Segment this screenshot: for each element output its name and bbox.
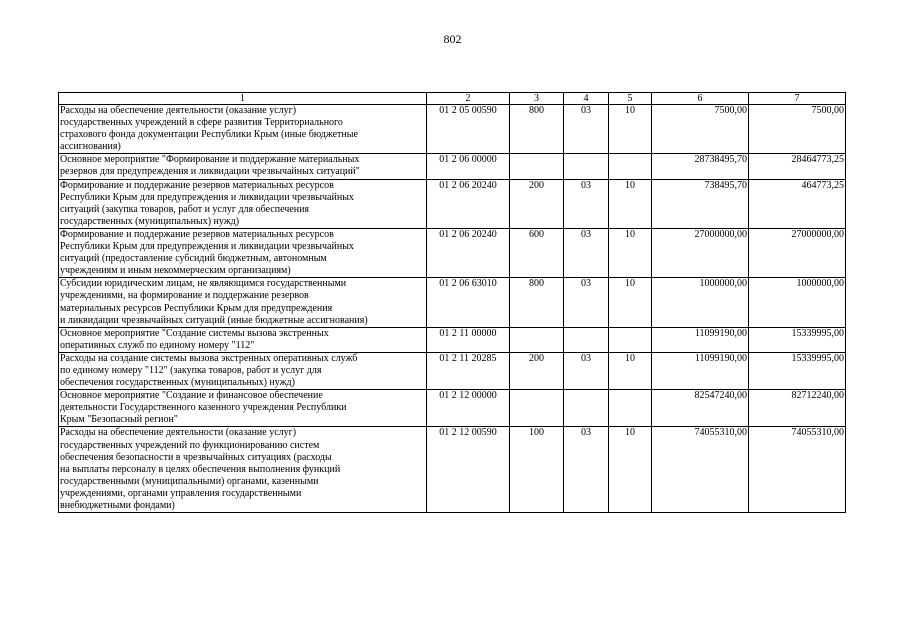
expense-type-code bbox=[510, 154, 564, 179]
table-row bbox=[59, 352, 846, 389]
column-header: 3 bbox=[510, 93, 564, 105]
amount-col-6: 82547240,00 bbox=[652, 390, 749, 427]
description-line: Расходы на обеспечение деятельности (оказание услуг) bbox=[60, 427, 297, 439]
description-line: на выплаты персоналу в целях обеспечения выполнения функций bbox=[60, 463, 341, 475]
description-line: страхового фонда документации Республики Крым (иные бюджетные bbox=[60, 129, 358, 141]
section-code: 03 bbox=[564, 278, 609, 327]
table-row bbox=[59, 179, 846, 228]
amount-col-7: 464773,25 bbox=[749, 179, 846, 228]
description-line: Крым "Безопасный регион" bbox=[60, 414, 178, 426]
section-code bbox=[564, 154, 609, 179]
amount-col-6: 7500,00 bbox=[652, 105, 749, 154]
description-line: государственных (муниципальных) нужд) bbox=[60, 215, 240, 227]
expense-type-code bbox=[510, 390, 564, 427]
table-body bbox=[59, 105, 846, 513]
row-description bbox=[59, 327, 427, 352]
amount-col-6: 28738495,70 bbox=[652, 154, 749, 179]
row-description bbox=[59, 105, 427, 154]
section-code bbox=[564, 390, 609, 427]
subsection-code bbox=[609, 327, 652, 352]
description-line: Субсидии юридическим лицам, не являющимся государственными bbox=[60, 278, 347, 290]
budget-classification-code: 01 2 11 00000 bbox=[427, 327, 510, 352]
table-row bbox=[59, 105, 846, 154]
table-row bbox=[59, 278, 846, 327]
description-line: Формирование и поддержание резервов материальных ресурсов bbox=[60, 228, 334, 240]
section-code bbox=[564, 327, 609, 352]
amount-col-7: 7500,00 bbox=[749, 105, 846, 154]
amount-col-7: 15339995,00 bbox=[749, 327, 846, 352]
budget-classification-code: 01 2 06 20240 bbox=[427, 228, 510, 277]
description-line: государственных учреждений по функционированию систем bbox=[60, 439, 320, 451]
section-code: 03 bbox=[564, 352, 609, 389]
budget-table bbox=[58, 92, 846, 513]
description-line: Основное мероприятие "Создание системы вызова экстренных bbox=[60, 327, 329, 339]
column-header: 2 bbox=[427, 93, 510, 105]
section-code: 03 bbox=[564, 228, 609, 277]
budget-classification-code: 01 2 11 20285 bbox=[427, 352, 510, 389]
subsection-code: 10 bbox=[609, 427, 652, 513]
description-line: оперативных служб по единому номеру "112" bbox=[60, 339, 255, 351]
budget-classification-code: 01 2 06 20240 bbox=[427, 179, 510, 228]
column-header: 6 bbox=[652, 93, 749, 105]
amount-col-7: 27000000,00 bbox=[749, 228, 846, 277]
table-header-row bbox=[59, 93, 846, 105]
expense-type-code: 800 bbox=[510, 278, 564, 327]
table-row bbox=[59, 327, 846, 352]
description-line: учреждениями, на формирование и поддержание резервов bbox=[60, 290, 309, 302]
description-line: Формирование и поддержание резервов материальных ресурсов bbox=[60, 179, 334, 191]
budget-classification-code: 01 2 12 00000 bbox=[427, 390, 510, 427]
row-description bbox=[59, 179, 427, 228]
subsection-code: 10 bbox=[609, 105, 652, 154]
budget-classification-code: 01 2 06 00000 bbox=[427, 154, 510, 179]
section-code: 03 bbox=[564, 179, 609, 228]
table-row bbox=[59, 154, 846, 179]
description-line: Республики Крым для предупреждения и ликвидации чрезвычайных bbox=[60, 191, 354, 203]
description-line: ассигнования) bbox=[60, 141, 121, 153]
expense-type-code: 200 bbox=[510, 352, 564, 389]
description-line: материальных ресурсов Республики Крым для предупреждения bbox=[60, 302, 333, 314]
expense-type-code: 100 bbox=[510, 427, 564, 513]
subsection-code bbox=[609, 154, 652, 179]
description-line: резервов для предупреждения и ликвидации чрезвычайных ситуаций" bbox=[60, 166, 360, 178]
subsection-code: 10 bbox=[609, 278, 652, 327]
description-line: обеспечения безопасности в чрезвычайных ситуациях (расходы bbox=[60, 451, 332, 463]
description-line: по единому номеру "112" (закупка товаров, работ и услуг для bbox=[60, 364, 322, 376]
amount-col-6: 11099190,00 bbox=[652, 352, 749, 389]
description-line: Расходы на создание системы вызова экстренных оперативных служб bbox=[60, 352, 358, 364]
row-description bbox=[59, 390, 427, 427]
row-description bbox=[59, 352, 427, 389]
expense-type-code: 600 bbox=[510, 228, 564, 277]
description-line: учреждениями, органами управления государственными bbox=[60, 487, 302, 499]
description-line: деятельности Государственного казенного учреждения Республики bbox=[60, 402, 347, 414]
description-line: и ликвидации чрезвычайных ситуаций (иные бюджетные ассигнования) bbox=[60, 314, 368, 326]
amount-col-6: 11099190,00 bbox=[652, 327, 749, 352]
amount-col-6: 27000000,00 bbox=[652, 228, 749, 277]
table-row bbox=[59, 427, 846, 513]
amount-col-7: 1000000,00 bbox=[749, 278, 846, 327]
description-line: обеспечения государственных (муниципальных) нужд) bbox=[60, 377, 295, 389]
subsection-code bbox=[609, 390, 652, 427]
row-description bbox=[59, 427, 427, 513]
amount-col-6: 1000000,00 bbox=[652, 278, 749, 327]
amount-col-7: 15339995,00 bbox=[749, 352, 846, 389]
section-code: 03 bbox=[564, 427, 609, 513]
subsection-code: 10 bbox=[609, 352, 652, 389]
subsection-code: 10 bbox=[609, 228, 652, 277]
description-line: Основное мероприятие "Создание и финансовое обеспечение bbox=[60, 390, 323, 402]
amount-col-6: 74055310,00 bbox=[652, 427, 749, 513]
description-line: Расходы на обеспечение деятельности (оказание услуг) bbox=[60, 105, 297, 116]
page-number: 802 bbox=[443, 32, 462, 46]
description-line: государственных учреждений в сфере развития Территориального bbox=[60, 117, 343, 129]
subsection-code: 10 bbox=[609, 179, 652, 228]
amount-col-7: 74055310,00 bbox=[749, 427, 846, 513]
amount-col-6: 738495,70 bbox=[652, 179, 749, 228]
column-header: 5 bbox=[609, 93, 652, 105]
description-line: ситуаций (предоставление субсидий бюджетным, автономным bbox=[60, 253, 327, 265]
description-line: ситуаций (закупка товаров, работ и услуг для обеспечения bbox=[60, 203, 310, 215]
expense-type-code bbox=[510, 327, 564, 352]
budget-classification-code: 01 2 06 63010 bbox=[427, 278, 510, 327]
column-header: 4 bbox=[564, 93, 609, 105]
column-header: 7 bbox=[749, 93, 846, 105]
expense-type-code: 800 bbox=[510, 105, 564, 154]
section-code: 03 bbox=[564, 105, 609, 154]
expense-type-code: 200 bbox=[510, 179, 564, 228]
column-header: 1 bbox=[59, 93, 427, 105]
description-line: учреждениям и иным некоммерческим организациям) bbox=[60, 265, 291, 277]
description-line: государственными (муниципальными) органами, казенными bbox=[60, 475, 319, 487]
table-row bbox=[59, 390, 846, 427]
description-line: Республики Крым для предупреждения и ликвидации чрезвычайных bbox=[60, 241, 354, 253]
row-description bbox=[59, 228, 427, 277]
description-line: Основное мероприятие "Формирование и поддержание материальных bbox=[60, 154, 360, 166]
description-line: внебюджетными фондами) bbox=[60, 500, 175, 511]
row-description bbox=[59, 278, 427, 327]
amount-col-7: 82712240,00 bbox=[749, 390, 846, 427]
budget-classification-code: 01 2 05 00590 bbox=[427, 105, 510, 154]
amount-col-7: 28464773,25 bbox=[749, 154, 846, 179]
budget-classification-code: 01 2 12 00590 bbox=[427, 427, 510, 513]
row-description bbox=[59, 154, 427, 179]
table-row bbox=[59, 228, 846, 277]
